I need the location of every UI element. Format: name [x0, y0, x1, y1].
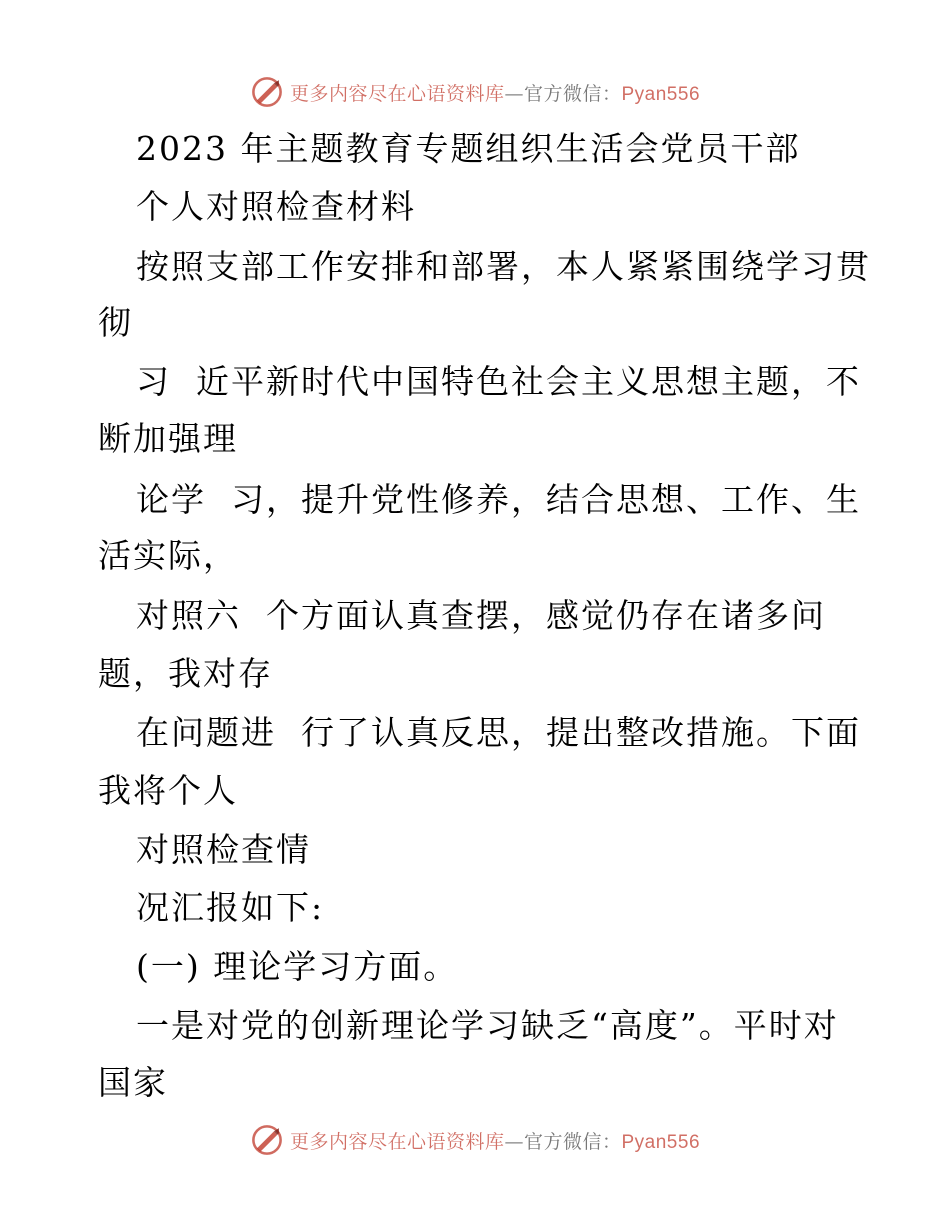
banner-wechat-id: Pyan556	[621, 1131, 701, 1153]
banner-wechat-id: Pyan556	[621, 83, 701, 105]
paragraph-line: 论学 习，提升党性修养，结合思想、工作、生	[136, 480, 861, 519]
paragraph-line: 习 近平新时代中国特色社会主义思想主题，不	[136, 362, 861, 401]
paragraph-line: 断加强理	[98, 419, 238, 458]
banner-brand: 更多内容尽在心语资料库	[289, 82, 505, 105]
section-heading: (一) 理论学习方面。	[136, 947, 459, 986]
paragraph-line: 国家	[98, 1063, 168, 1102]
banner-text	[290, 1127, 700, 1154]
paragraph-line: 题，我对存	[98, 654, 273, 693]
paragraph-line: 一是对党的创新理论学习缺乏“高度”。平时对	[136, 1006, 839, 1045]
banner-brand: 更多内容尽在心语资料库	[289, 1130, 505, 1153]
banner-content	[250, 75, 700, 109]
banner-separator: —	[504, 1130, 524, 1153]
paragraph-line: 彻	[98, 303, 133, 342]
banner-content	[250, 1123, 700, 1157]
banner-separator: —	[504, 82, 524, 105]
footer-banner	[0, 1120, 950, 1160]
banner-wechat-label: 官方微信：	[523, 82, 622, 105]
title-line-2: 个人对照检查材料	[136, 187, 416, 226]
paragraph-line: 在问题进 行了认真反思，提出整改措施。下面	[136, 713, 861, 752]
paragraph-line: 对照六 个方面认真查摆，感觉仍存在诸多问	[136, 596, 826, 635]
paragraph-line: 我将个人	[98, 771, 238, 810]
banner-text	[290, 79, 700, 106]
paragraph-line: 对照检查情	[136, 830, 311, 869]
title-line-1: 2023 年主题教育专题组织生活会党员干部	[136, 129, 801, 168]
pen-logo-icon	[250, 1123, 284, 1157]
paragraph-line: 活实际，	[98, 536, 238, 575]
banner-wechat-label: 官方微信：	[523, 1130, 622, 1153]
paragraph-line: 况汇报如下:	[136, 888, 325, 927]
header-banner	[0, 72, 950, 112]
paragraph-line: 按照支部工作安排和部署，本人紧紧围绕学习贯	[136, 247, 871, 286]
pen-logo-icon	[250, 75, 284, 109]
